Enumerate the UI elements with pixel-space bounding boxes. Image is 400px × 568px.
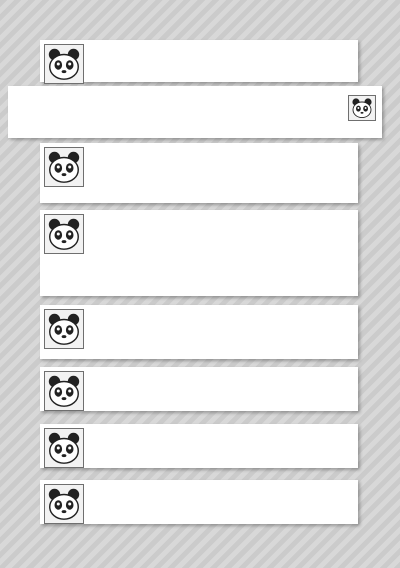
panda-face-icon <box>44 484 84 524</box>
panda-face-icon <box>44 44 84 84</box>
panda-face-icon <box>44 214 84 254</box>
panda-face-icon <box>44 428 84 468</box>
artist-card-6 <box>40 424 358 468</box>
artist-card-4 <box>40 305 358 359</box>
panda-face-icon <box>44 371 84 411</box>
panda-face-icon <box>44 147 84 187</box>
panda-face-icon <box>44 309 84 349</box>
panda-face-icon <box>348 95 376 121</box>
artist-card-5 <box>40 367 358 411</box>
artist-card-3 <box>40 210 358 296</box>
editor-note <box>8 86 382 138</box>
artist-card-7 <box>40 480 358 524</box>
artist-card-1 <box>40 40 358 82</box>
artist-card-2 <box>40 143 358 203</box>
